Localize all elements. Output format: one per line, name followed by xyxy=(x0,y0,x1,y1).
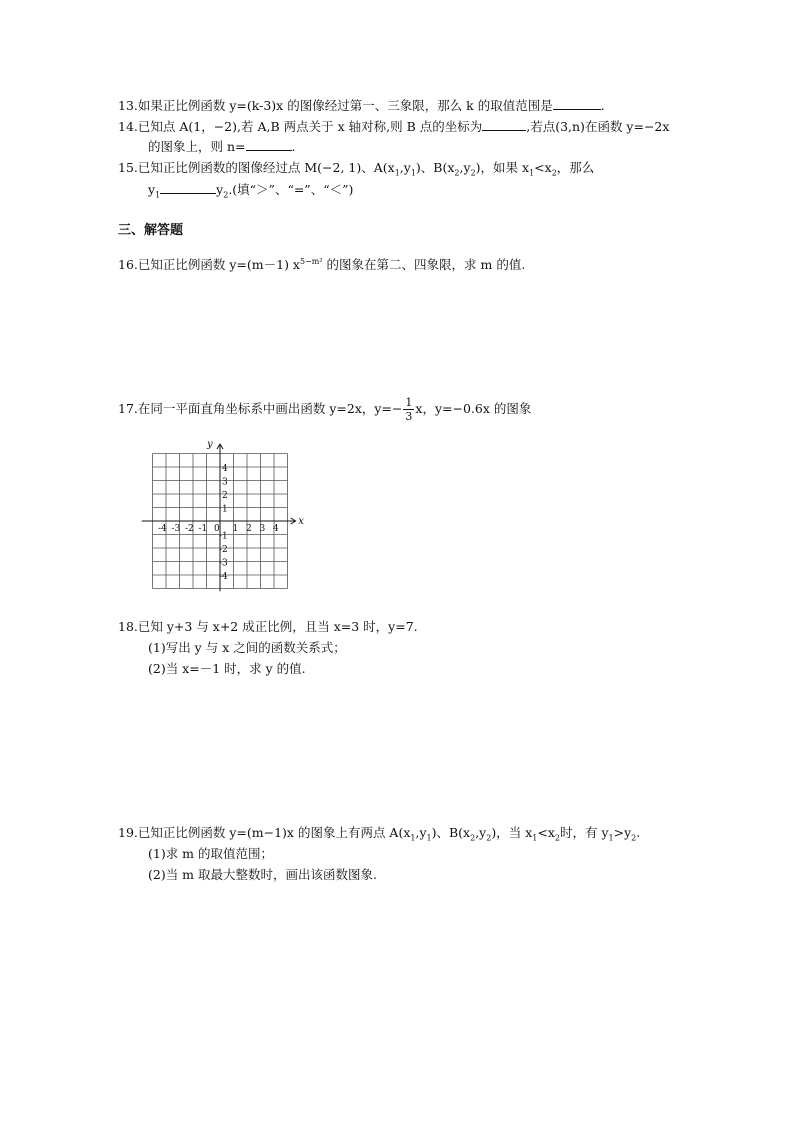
question-19-part-2: (2)当 m 取最大整数时，画出该函数图象. xyxy=(148,867,377,882)
y-tick-label: -4 xyxy=(219,572,228,582)
x-tick-label: 2 xyxy=(246,524,252,534)
answer-blank xyxy=(160,181,216,194)
y-tick-label: 2 xyxy=(222,491,228,501)
answer-blank xyxy=(482,118,526,131)
question-13: 13.如果正比例函数 y=(k-3)x 的图像经过第一、三象限，那么 k 的取值范围是 . xyxy=(118,98,605,113)
question-15-line-2: $y_1$ $y_2$.(填“＞”、“=”、“＜”) xyxy=(148,182,354,200)
y-tick-label: -2 xyxy=(219,545,228,555)
question-14-line-1: 14.已知点 A(1，−2),若 A,B 两点关于 x 轴对称,则 B 点的坐标为 ,若点(3,n)在函数 y=−2x xyxy=(118,119,670,134)
x-axis-label: x xyxy=(298,516,304,527)
x-tick-label: 1 xyxy=(232,524,239,534)
origin-label: 0 xyxy=(214,524,220,534)
question-18-part-2: (2)当 x=－1 时，求 y 的值. xyxy=(148,661,306,676)
question-19-stem: 19.已知正比例函数 y=(m−1)x 的图象上有两点 $A(x_1,y_1)$、$B(x_2,y_2)$，当 $x_1<x_2$时，有 $y_1>y_2$. xyxy=(118,825,641,843)
y-tick-label: -3 xyxy=(219,558,228,569)
question-18-stem: 18.已知 y+3 与 x+2 成正比例，且当 x=3 时，y=7. xyxy=(118,619,418,634)
y-tick-label: 4 xyxy=(222,464,228,474)
y-tick-label: 1 xyxy=(222,504,228,515)
question-15-line-1: 15.已知正比例函数的图像经过点 M(−2, 1)、$A(x_1,y_1)$、$B(x_2,y_2)$，如果 $x_1<x_2$，那么 xyxy=(118,160,595,178)
x-tick-label: -3 xyxy=(171,524,181,534)
question-13-text: 13.如果正比例函数 y=(k-3)x 的图像经过第一、三象限，那么 k 的取值范围是 xyxy=(118,98,553,113)
answer-blank xyxy=(246,138,292,151)
x-tick-label: 3 xyxy=(259,524,266,534)
fraction: $\frac{1}{3}$ xyxy=(405,396,413,423)
coordinate-grid xyxy=(140,435,304,585)
question-17: 17.在同一平面直角坐标系中画出函数 y=2x，y=− $\frac{1}{3}$ x，y=−0.6x 的图象 xyxy=(118,396,532,423)
x-tick-label: -4 xyxy=(158,524,167,534)
exponent: 5−m² xyxy=(299,256,323,266)
x-tick-label: -1 xyxy=(198,524,208,534)
y-tick-label: -1 xyxy=(219,531,228,542)
question-18-part-1: (1)写出 y 与 x 之间的函数关系式； xyxy=(148,640,346,655)
question-16: 16.已知正比例函数 y=(m－1) $x^{5-m^2}$ 的图象在第二、四象限，求 m 的值. xyxy=(118,256,526,272)
y-axis-label: y xyxy=(207,438,213,450)
y-tick-label: 3 xyxy=(222,477,228,488)
answer-blank xyxy=(553,97,601,110)
x-tick-label: 4 xyxy=(273,524,279,534)
coordinate-grid-svg xyxy=(140,435,304,585)
x-tick-label: -2 xyxy=(185,524,194,534)
question-14-line-2: 的图象上，则 n= . xyxy=(148,139,296,154)
question-19-part-1: (1)求 m 的取值范围； xyxy=(148,846,274,861)
section-title: 三、解答题 xyxy=(118,223,184,238)
